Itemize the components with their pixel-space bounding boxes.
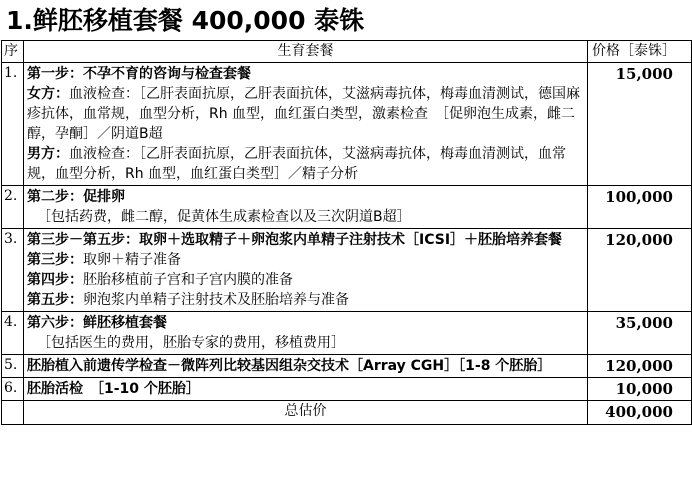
row-number: 3. — [2, 229, 24, 312]
table-header-row — [2, 41, 692, 63]
row-number: 1. — [2, 63, 24, 186]
row-price: 10,000 — [588, 378, 692, 401]
step-text: 胚胎移植前子宫和子宫内膜的准备 — [83, 272, 293, 288]
male-label: 男方： — [27, 146, 69, 162]
total-price: 400,000 — [588, 401, 692, 425]
table-row — [2, 312, 692, 355]
row-number: 5. — [2, 355, 24, 378]
row-heading: 第三步－第五步：取卵＋选取精子＋卵泡浆内单精子注射技术［ICSI］＋胚胎培养套餐 — [27, 232, 563, 248]
row-heading: 第六步：鲜胚移植套餐 — [27, 315, 167, 331]
step-text: 取卵＋精子准备 — [83, 252, 181, 268]
total-empty-cell — [2, 401, 24, 425]
row-content — [24, 312, 588, 355]
row-content — [24, 378, 588, 401]
total-label: 总估价 — [24, 401, 588, 425]
row-heading: 胚胎植入前遗传学检查－微阵列比较基因组杂交技术［Array CGH］［1-8 个胚胎］ — [27, 358, 552, 374]
female-label: 女方： — [27, 86, 69, 102]
row-price: 120,000 — [588, 355, 692, 378]
row-heading: 第一步：不孕不育的咨询与检查套餐 — [27, 66, 251, 82]
step-label: 第三步： — [27, 252, 83, 268]
step-line — [27, 290, 583, 310]
total-row — [2, 401, 692, 425]
row-content — [24, 186, 588, 229]
male-text: 血液检查：［乙肝表面抗原，乙肝表面抗体，艾滋病毒抗体，梅毒血清测试，血常规，血型分析，Rh 血型，血红蛋白类型］／精子分析 — [27, 146, 566, 182]
row-detail: ［包括药费，雌二醇，促黄体生成素检查以及三次阴道B超］ — [37, 209, 411, 225]
row-price: 120,000 — [588, 229, 692, 312]
row-content — [24, 229, 588, 312]
row-number: 6. — [2, 378, 24, 401]
step-text: 卵泡浆内单精子注射技术及胚胎培养与准备 — [83, 292, 349, 308]
row-detail: ［包括医生的费用，胚胎专家的费用，移植费用］ — [37, 335, 345, 351]
page-title: 1.鲜胚移植套餐 400,000 泰铢 — [6, 6, 365, 35]
row-number: 4. — [2, 312, 24, 355]
table-row — [2, 355, 692, 378]
male-section — [27, 144, 583, 184]
step-line — [27, 270, 583, 290]
package-table — [1, 40, 692, 425]
row-content — [24, 355, 588, 378]
row-price: 100,000 — [588, 186, 692, 229]
female-section — [27, 84, 583, 144]
female-text: 血液检查：［乙肝表面抗原，乙肝表面抗体，艾滋病毒抗体，梅毒血清测试，德国麻疹抗体，血常规，血型分析，Rh 血型，血红蛋白类型，激素检查 ［促卵泡生成素，雌二醇，孕酮］／阴道B超 — [27, 86, 580, 142]
row-content — [24, 63, 588, 186]
step-label: 第五步： — [27, 292, 83, 308]
table-row — [2, 229, 692, 312]
row-heading: 胚胎活检 ［1-10 个胚胎］ — [27, 381, 200, 397]
row-price: 35,000 — [588, 312, 692, 355]
table-row — [2, 186, 692, 229]
step-line — [27, 250, 583, 270]
row-number: 2. — [2, 186, 24, 229]
header-seq: 序 — [2, 41, 24, 63]
header-price: 价格［泰铢］ — [588, 41, 692, 63]
header-item: 生育套餐 — [24, 41, 588, 63]
row-price: 15,000 — [588, 63, 692, 186]
table-row — [2, 63, 692, 186]
row-heading: 第二步：促排卵 — [27, 189, 125, 205]
table-row — [2, 378, 692, 401]
step-label: 第四步： — [27, 272, 83, 288]
